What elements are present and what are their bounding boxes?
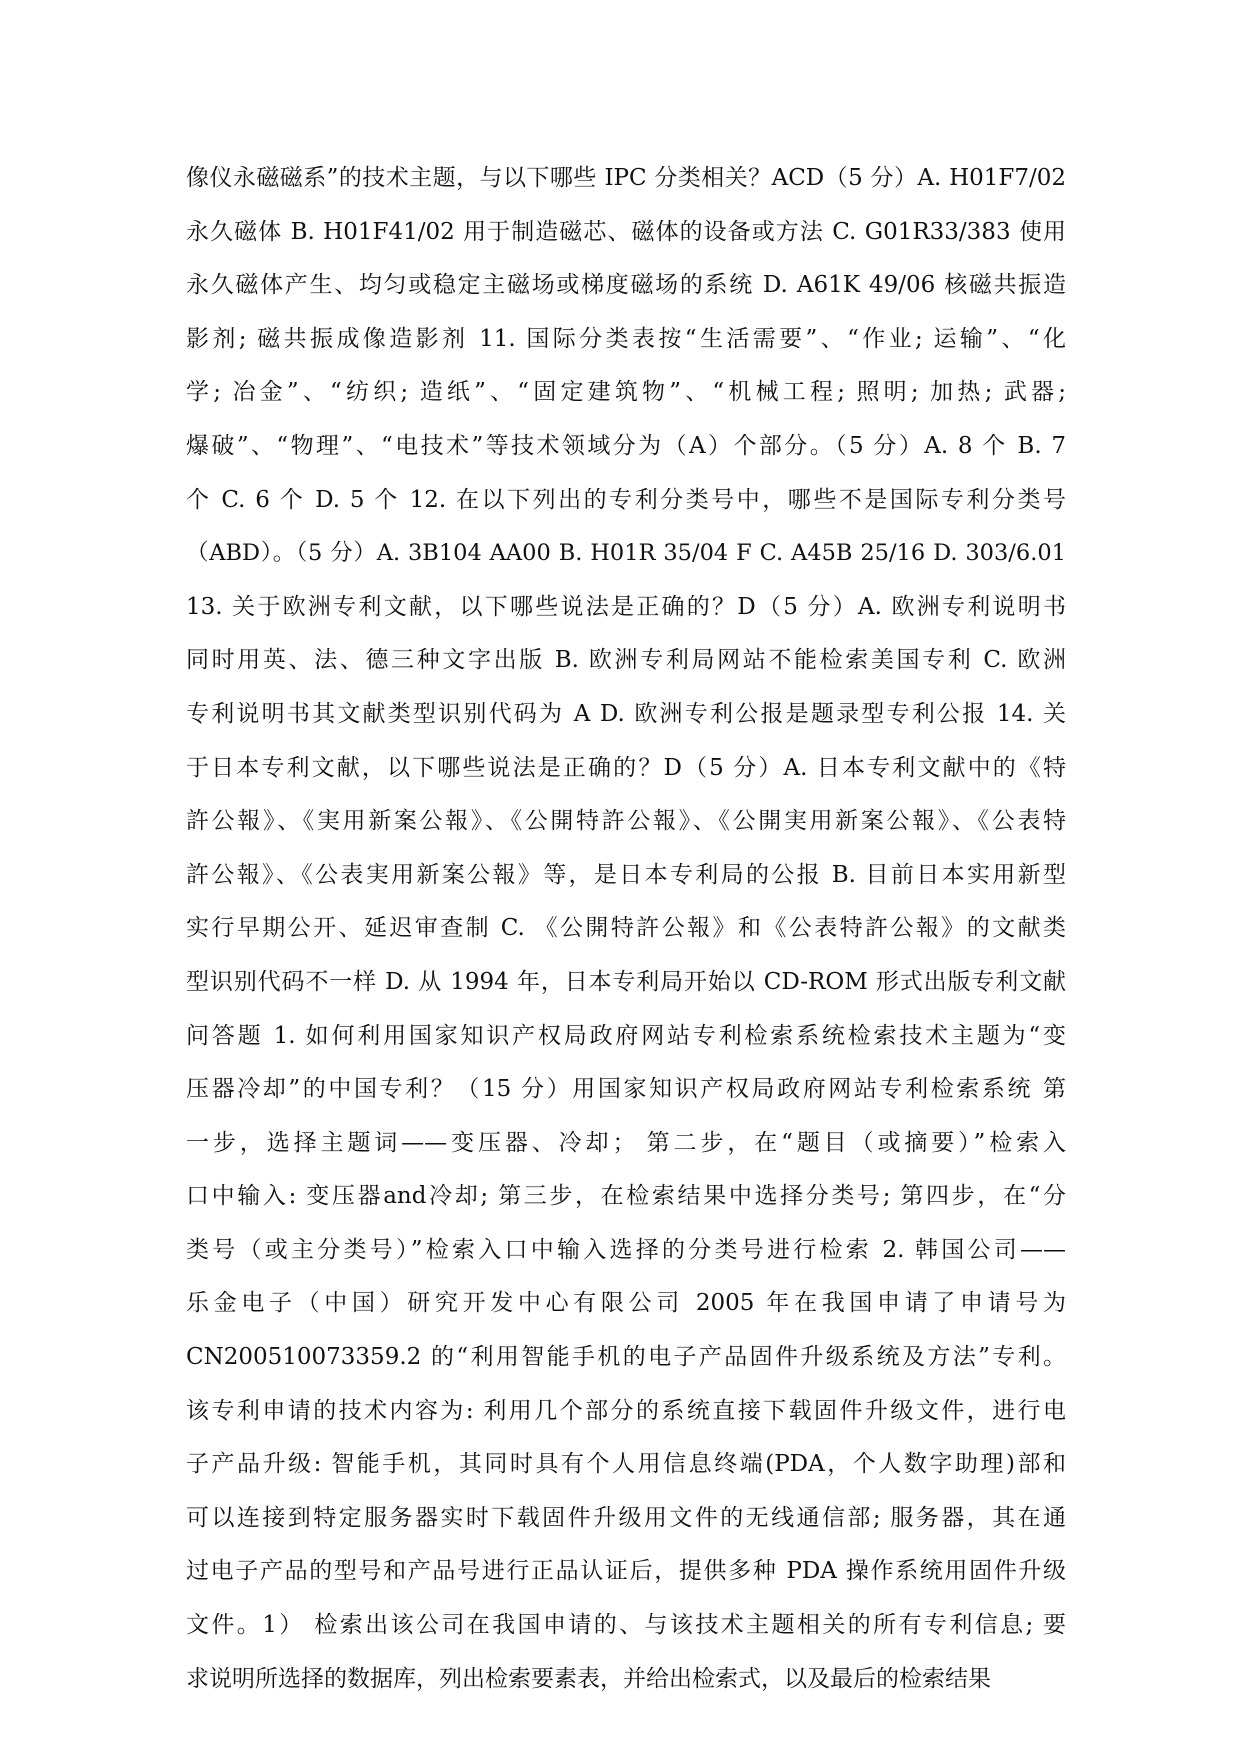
text-line: 实行早期公开、延迟审查制 C. 《公開特許公報》和《公表特許公報》的文献类 <box>186 915 1066 942</box>
text-line: 永久磁体产生、均匀或稳定主磁场或梯度磁场的系统 D. A61K 49/06 核磁共振造 <box>186 272 1066 299</box>
text-line: 问答题 1. 如何利用国家知识产权局政府网站专利检索系统检索技术主题为“变 <box>186 1022 1066 1049</box>
text-line: 型识别代码不一样 D. 从 1994 年，日本专利局开始以 CD-ROM 形式出版专利文献 <box>186 968 1066 995</box>
text-line: 口中输入: 变压器and冷却; 第三步，在检索结果中选择分类号; 第四步，在“分 <box>186 1183 1066 1210</box>
text-line: 乐金电子（中国）研究开发中心有限公司 2005 年在我国申请了申请号为 <box>186 1290 1066 1317</box>
text-line: 影剂; 磁共振成像造影剂 11. 国际分类表按“生活需要”、“作业; 运输”、“化 <box>186 325 1066 352</box>
text-line: 同时用英、法、德三种文字出版 B. 欧洲专利局网站不能检索美国专利 C. 欧洲 <box>186 647 1066 674</box>
text-line: 永久磁体 B. H01F41/02 用于制造磁芯、磁体的设备或方法 C. G01R33/383 使用 <box>186 218 1066 245</box>
text-line: 文件。1） 检索出该公司在我国申请的、与该技术主题相关的所有专利信息; 要 <box>186 1612 1066 1639</box>
text-line: （ABD）。（5 分）A. 3B104 AA00 B. H01R 35/04 F C. A45B 25/16 D. 303/6.01 <box>186 540 1066 567</box>
text-line: 专利说明书其文献类型识别代码为 A D. 欧洲专利公报是题录型专利公报 14. 关 <box>186 700 1066 727</box>
text-line: 許公報》、《実用新案公報》、《公開特許公報》、《公開実用新案公報》、《公表特 <box>186 808 1066 835</box>
text-line: 可以连接到特定服务器实时下载固件升级用文件的无线通信部; 服务器，其在通 <box>186 1504 1066 1531</box>
text-line: 压器冷却”的中国专利？（15 分）用国家知识产权局政府网站专利检索系统 第 <box>186 1076 1066 1103</box>
body-text <box>186 152 1066 1706</box>
text-line: CN200510073359.2 的“利用智能手机的电子产品固件升级系统及方法”专利。 <box>186 1344 1066 1371</box>
text-line: 过电子产品的型号和产品号进行正品认证后，提供多种 PDA 操作系统用固件升级 <box>186 1558 1066 1585</box>
text-line: 13. 关于欧洲专利文献，以下哪些说法是正确的？D（5 分）A. 欧洲专利说明书 <box>186 593 1066 620</box>
text-line: 于日本专利文献，以下哪些说法是正确的？D（5 分）A. 日本专利文献中的《特 <box>186 754 1066 781</box>
text-line: 求说明所选择的数据库，列出检索要素表，并给出检索式，以及最后的检索结果 <box>186 1665 991 1692</box>
text-line: 爆破”、“物理”、“电技术”等技术领域分为（A）个部分。（5 分）A. 8 个 B. 7 <box>186 432 1066 459</box>
text-line: 类号（或主分类号）”检索入口中输入选择的分类号进行检索 2. 韩国公司—— <box>186 1236 1066 1263</box>
text-line: 学; 冶金”、“纺织; 造纸”、“固定建筑物”、“机械工程; 照明; 加热; 武器; <box>186 379 1066 406</box>
text-line: 許公報》、《公表実用新案公報》等，是日本专利局的公报 B. 目前日本实用新型 <box>186 861 1066 888</box>
text-line: 该专利申请的技术内容为: 利用几个部分的系统直接下载固件升级文件，进行电 <box>186 1397 1066 1424</box>
text-line: 子产品升级: 智能手机，其同时具有个人用信息终端(PDA，个人数字助理)部和 <box>186 1451 1066 1478</box>
text-line: 一步，选择主题词——变压器、冷却； 第二步，在“题目（或摘要）”检索入 <box>186 1129 1066 1156</box>
text-line: 个 C. 6 个 D. 5 个 12. 在以下列出的专利分类号中，哪些不是国际专利分类号 <box>186 486 1066 513</box>
text-line: 像仪永磁磁系”的技术主题，与以下哪些 IPC 分类相关？ACD（5 分）A. H01F7/02 <box>186 165 1066 191</box>
